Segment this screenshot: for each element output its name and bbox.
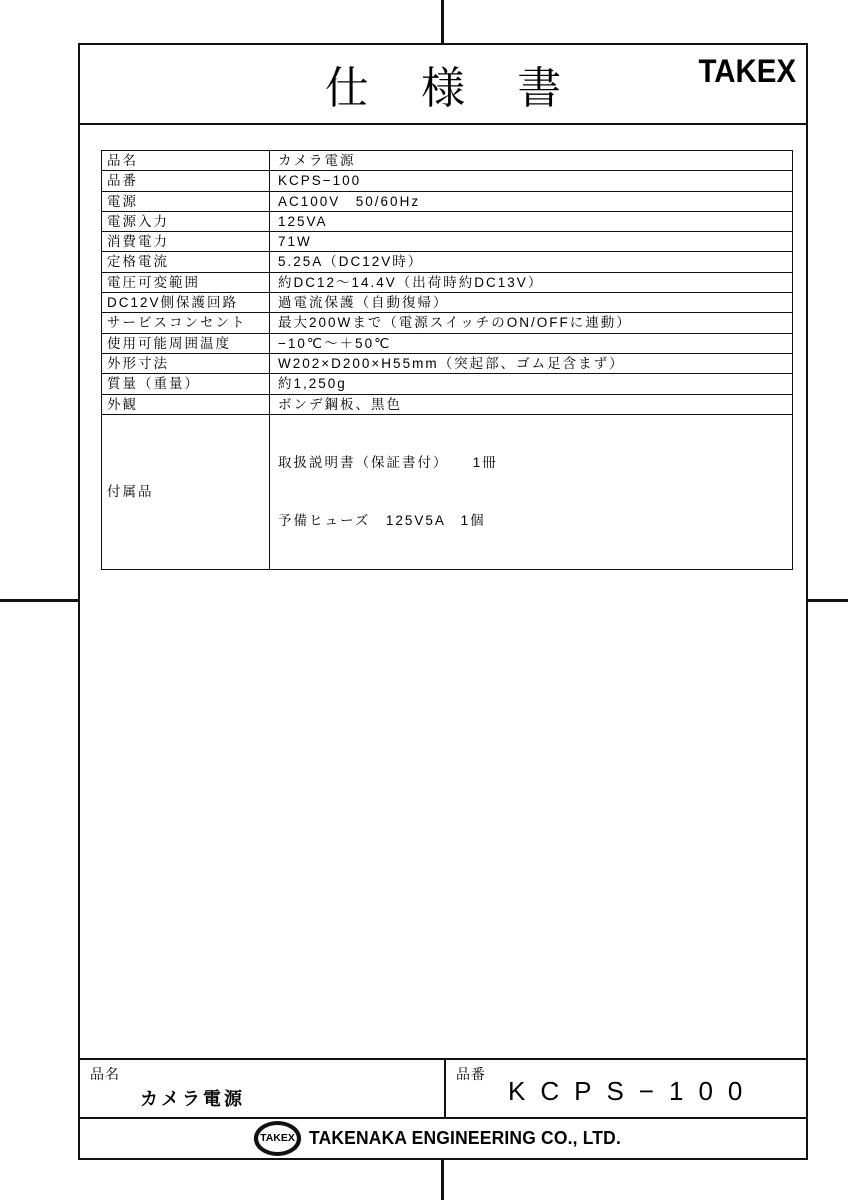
spec-label: 電源	[102, 191, 270, 211]
spec-label: 電圧可変範囲	[102, 272, 270, 292]
table-row	[102, 191, 793, 211]
table-row	[102, 394, 793, 414]
table-row	[102, 211, 793, 231]
product-number-value: KCPS−100	[508, 1076, 758, 1106]
spec-value: カメラ電源	[270, 151, 793, 171]
table-row	[102, 151, 793, 171]
takex-oval-logo-icon: TAKEX	[254, 1121, 301, 1156]
spec-label: 質量（重量）	[102, 374, 270, 394]
spec-value: AC100V 50/60Hz	[270, 191, 793, 211]
spec-value: 5.25A（DC12V時）	[270, 252, 793, 272]
spec-value: 最大200Wまで（電源スイッチのON/OFFに連動）	[270, 313, 793, 333]
spec-label: 電源入力	[102, 211, 270, 231]
spec-label: 使用可能周囲温度	[102, 333, 270, 353]
company-footer	[80, 1117, 806, 1158]
spec-value: 71W	[270, 232, 793, 252]
product-info-row	[80, 1058, 806, 1117]
product-name-label: 品名	[90, 1066, 120, 1082]
product-number-label: 品番	[456, 1066, 486, 1082]
table-row	[102, 333, 793, 353]
crop-mark-bottom	[441, 1158, 444, 1200]
spec-value: ボンデ鋼板、黒色	[270, 394, 793, 414]
table-row	[102, 353, 793, 373]
spec-value: W202×D200×H55mm（突起部、ゴム足含まず）	[270, 353, 793, 373]
spec-label: 定格電流	[102, 252, 270, 272]
table-row	[102, 313, 793, 333]
table-row	[102, 374, 793, 394]
spec-label: 外形寸法	[102, 353, 270, 373]
crop-mark-left	[0, 599, 80, 602]
spec-value-line-2: 予備ヒューズ 125V5A 1個	[278, 513, 486, 529]
spec-value: 約DC12～14.4V（出荷時約DC13V）	[270, 272, 793, 292]
page-frame	[78, 43, 808, 1160]
table-row	[102, 414, 793, 569]
table-row	[102, 252, 793, 272]
spec-label: 品番	[102, 171, 270, 191]
table-row	[102, 293, 793, 313]
spec-value: 125VA	[270, 211, 793, 231]
spec-label: 消費電力	[102, 232, 270, 252]
table-row	[102, 232, 793, 252]
spec-label: 外観	[102, 394, 270, 414]
brand-logo-text: TAKEX	[698, 53, 796, 89]
crop-mark-right	[806, 599, 848, 602]
spec-label: DC12V側保護回路	[102, 293, 270, 313]
crop-mark-top	[441, 0, 444, 45]
table-row	[102, 272, 793, 292]
spec-label: サービスコンセント	[102, 313, 270, 333]
title-band	[80, 45, 806, 125]
spec-value	[270, 414, 793, 569]
spec-value: 過電流保護（自動復帰）	[270, 293, 793, 313]
spec-label: 付属品	[102, 414, 270, 569]
title-block	[80, 1058, 806, 1158]
spec-label: 品名	[102, 151, 270, 171]
table-row	[102, 171, 793, 191]
product-name-value: カメラ電源	[140, 1089, 245, 1109]
company-name: TAKENAKA ENGINEERING CO., LTD.	[309, 1128, 622, 1148]
product-name-cell	[80, 1060, 446, 1117]
spec-value: KCPS−100	[270, 171, 793, 191]
product-number-cell	[446, 1060, 806, 1117]
spec-table	[101, 150, 793, 570]
spec-value-line-1: 取扱説明書（保証書付） 1冊	[278, 455, 498, 471]
spec-value: 約1,250g	[270, 374, 793, 394]
page-title: 仕 様 書	[324, 64, 582, 113]
spec-value: −10℃～＋50℃	[270, 333, 793, 353]
